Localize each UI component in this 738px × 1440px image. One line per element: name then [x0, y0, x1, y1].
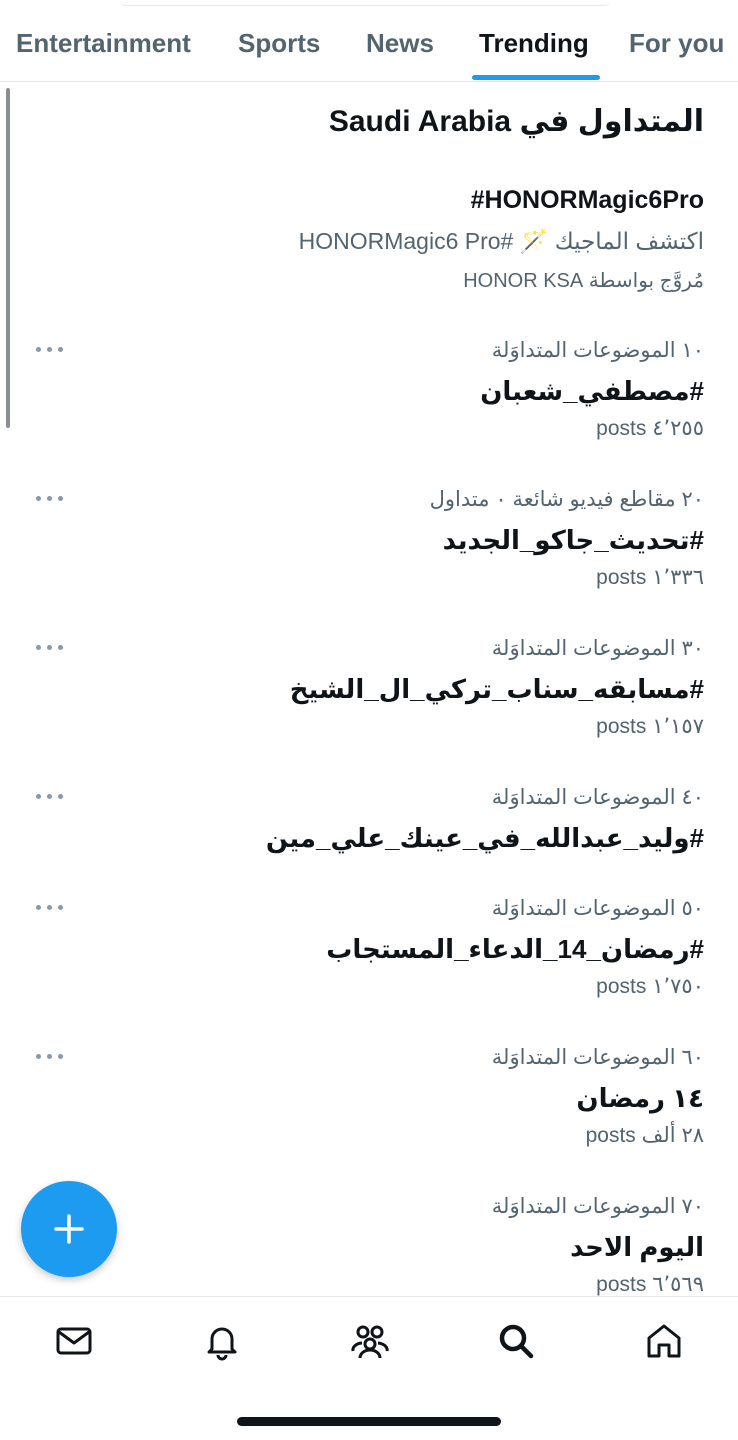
- more-horizontal-icon[interactable]: [36, 642, 66, 652]
- trend-meta: ٥٠ الموضوعات المتداوَلة: [491, 897, 704, 920]
- more-horizontal-icon[interactable]: [36, 1051, 66, 1061]
- trend-post-count: ١٬٣٣٦ posts: [596, 566, 704, 589]
- trend-post-count: ٦٬٥٦٩ posts: [596, 1273, 704, 1296]
- home-icon[interactable]: [644, 1321, 684, 1361]
- tab-for-you[interactable]: For you: [629, 28, 725, 58]
- trend-name: #وليد_عبدالله_في_عينك_علي_مين: [265, 823, 704, 853]
- active-tab-indicator: [472, 75, 600, 80]
- more-horizontal-icon[interactable]: [36, 902, 66, 912]
- trend-name: اليوم الاحد: [570, 1232, 704, 1262]
- scrollbar[interactable]: [6, 88, 10, 428]
- bell-icon[interactable]: [202, 1321, 242, 1361]
- trend-meta: ٧٠ الموضوعات المتداوَلة: [491, 1195, 704, 1218]
- tab-sports[interactable]: Sports: [238, 28, 321, 58]
- explore-tabs: [0, 0, 738, 82]
- trend-name: #رمضان_14_الدعاء_المستجاب: [326, 934, 704, 964]
- search-icon[interactable]: [496, 1321, 536, 1361]
- promoted-by-label: مُروَّج بواسطة HONOR KSA: [463, 270, 704, 292]
- compose-button[interactable]: [21, 1181, 117, 1277]
- tab-trending[interactable]: Trending: [479, 28, 589, 58]
- trend-post-count: ١٬١٥٧ posts: [596, 715, 704, 738]
- trend-meta: ٤٠ الموضوعات المتداوَلة: [491, 786, 704, 809]
- trend-post-count: ٢٨ ألف posts: [585, 1124, 704, 1147]
- more-horizontal-icon[interactable]: [36, 493, 66, 503]
- more-horizontal-icon[interactable]: [36, 344, 66, 354]
- mail-icon[interactable]: [54, 1321, 94, 1361]
- more-horizontal-icon[interactable]: [36, 791, 66, 801]
- trend-name: #تحديث_جاكو_الجديد: [442, 525, 704, 555]
- trend-name: #مصطفي_شعبان: [480, 376, 704, 406]
- trend-post-count: ٤٬٢٥٥ posts: [596, 417, 704, 440]
- trend-meta: ٣٠ الموضوعات المتداوَلة: [491, 637, 704, 660]
- promoted-trend-description: اكتشف الماجيك 🪄 #HONORMagic6 Pro: [298, 228, 704, 254]
- trend-name: ١٤ رمضان: [576, 1083, 704, 1113]
- tab-news[interactable]: News: [366, 28, 434, 58]
- section-title: المتداول في Saudi Arabia: [328, 105, 704, 138]
- trend-meta: ٢٠ مقاطع فيديو شائعة ٠ متداول: [429, 488, 704, 511]
- promoted-trend-title: #HONORMagic6Pro: [470, 186, 704, 214]
- trend-post-count: ١٬٧٥٠ posts: [596, 975, 704, 998]
- trend-meta: ٦٠ الموضوعات المتداوَلة: [491, 1046, 704, 1069]
- communities-icon[interactable]: [350, 1321, 390, 1361]
- trend-meta: ١٠ الموضوعات المتداوَلة: [491, 339, 704, 362]
- trend-name: #مسابقه_سناب_تركي_ال_الشيخ: [289, 674, 704, 704]
- tab-entertainment[interactable]: Entertainment: [16, 28, 191, 58]
- home-indicator: [237, 1417, 501, 1426]
- bottom-navigation: [0, 1296, 738, 1440]
- plus-icon: [53, 1213, 85, 1245]
